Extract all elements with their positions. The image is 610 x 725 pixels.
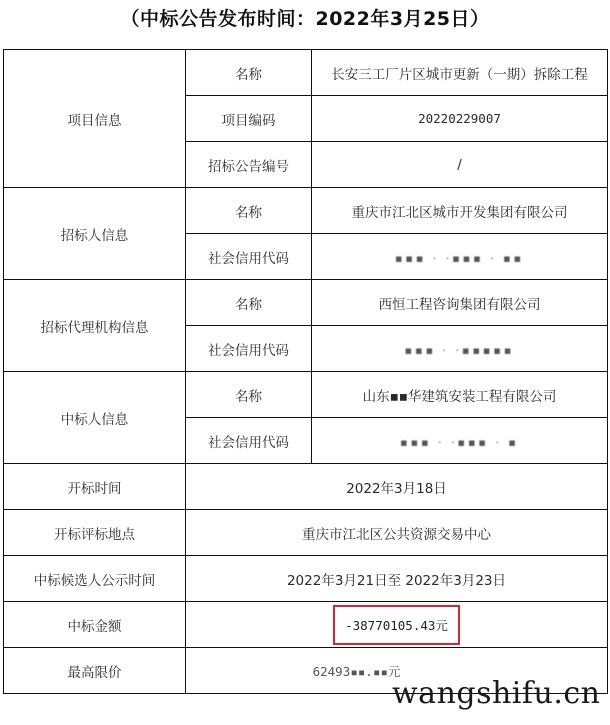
max-price-cell bbox=[186, 648, 608, 694]
bid-result-table bbox=[3, 49, 608, 694]
redacted-credit-code: ▪▪▪ · ·▪▪▪ · ▪▪ bbox=[394, 251, 525, 265]
agency-name-value: 西恒工程咨询集团有限公司 bbox=[312, 280, 608, 326]
field-label-bid-amount: 中标金额 bbox=[4, 602, 186, 648]
tenderer-name-value: 重庆市江北区城市开发集团有限公司 bbox=[312, 188, 608, 234]
field-label: 名称 bbox=[186, 372, 312, 418]
redacted-credit-code: ▪▪▪ · ·▪▪▪▪▪ bbox=[404, 343, 515, 357]
field-label: 名称 bbox=[186, 280, 312, 326]
field-label: 社会信用代码 bbox=[186, 234, 312, 280]
watermark-text: wangshifu.cn bbox=[392, 676, 601, 711]
table-row bbox=[4, 602, 608, 648]
field-label: 社会信用代码 bbox=[186, 418, 312, 464]
field-label-bid-location: 开标评标地点 bbox=[4, 510, 186, 556]
table-row bbox=[4, 510, 608, 556]
field-label-publicity-period: 中标候选人公示时间 bbox=[4, 556, 186, 602]
tender-notice-number-value: / bbox=[312, 142, 608, 188]
group-label-tenderer-info: 招标人信息 bbox=[4, 188, 186, 280]
announcement-title: （中标公告发布时间：2022年3月25日） bbox=[120, 8, 490, 30]
field-label: 社会信用代码 bbox=[186, 326, 312, 372]
table-row bbox=[4, 188, 608, 234]
field-label: 名称 bbox=[186, 50, 312, 96]
publicity-period-value: 2022年3月21日至 2022年3月23日 bbox=[186, 556, 608, 602]
table-row bbox=[4, 648, 608, 694]
winner-credit-code-value bbox=[312, 418, 608, 464]
group-label-agency-info: 招标代理机构信息 bbox=[4, 280, 186, 372]
winner-name-value: 山东▪▪华建筑安装工程有限公司 bbox=[312, 372, 608, 418]
field-label: 名称 bbox=[186, 188, 312, 234]
field-label-max-price: 最高限价 bbox=[4, 648, 186, 694]
field-label: 招标公告编号 bbox=[186, 142, 312, 188]
project-code-value: 20220229007 bbox=[312, 96, 608, 142]
agency-credit-code-value bbox=[312, 326, 608, 372]
max-price-value: 62493▪▪.▪▪元 bbox=[312, 663, 401, 679]
table-row bbox=[4, 372, 608, 418]
table-row bbox=[4, 556, 608, 602]
table-row bbox=[4, 464, 608, 510]
bid-amount-highlight: -38770105.43元 bbox=[333, 605, 460, 645]
table-row bbox=[4, 50, 608, 96]
group-label-project-info: 项目信息 bbox=[4, 50, 186, 188]
field-label: 项目编码 bbox=[186, 96, 312, 142]
bid-amount-cell bbox=[186, 602, 608, 648]
tenderer-credit-code-value bbox=[312, 234, 608, 280]
bid-location-value: 重庆市江北区公共资源交易中心 bbox=[186, 510, 608, 556]
redacted-credit-code: ▪▪▪ · ·▪▪▪ · ▪ bbox=[400, 435, 519, 449]
group-label-winner-info: 中标人信息 bbox=[4, 372, 186, 464]
field-label-bid-opening-time: 开标时间 bbox=[4, 464, 186, 510]
table-row bbox=[4, 280, 608, 326]
project-name-value: 长安三工厂片区城市更新（一期）拆除工程 bbox=[312, 50, 608, 96]
bid-opening-time-value: 2022年3月18日 bbox=[186, 464, 608, 510]
